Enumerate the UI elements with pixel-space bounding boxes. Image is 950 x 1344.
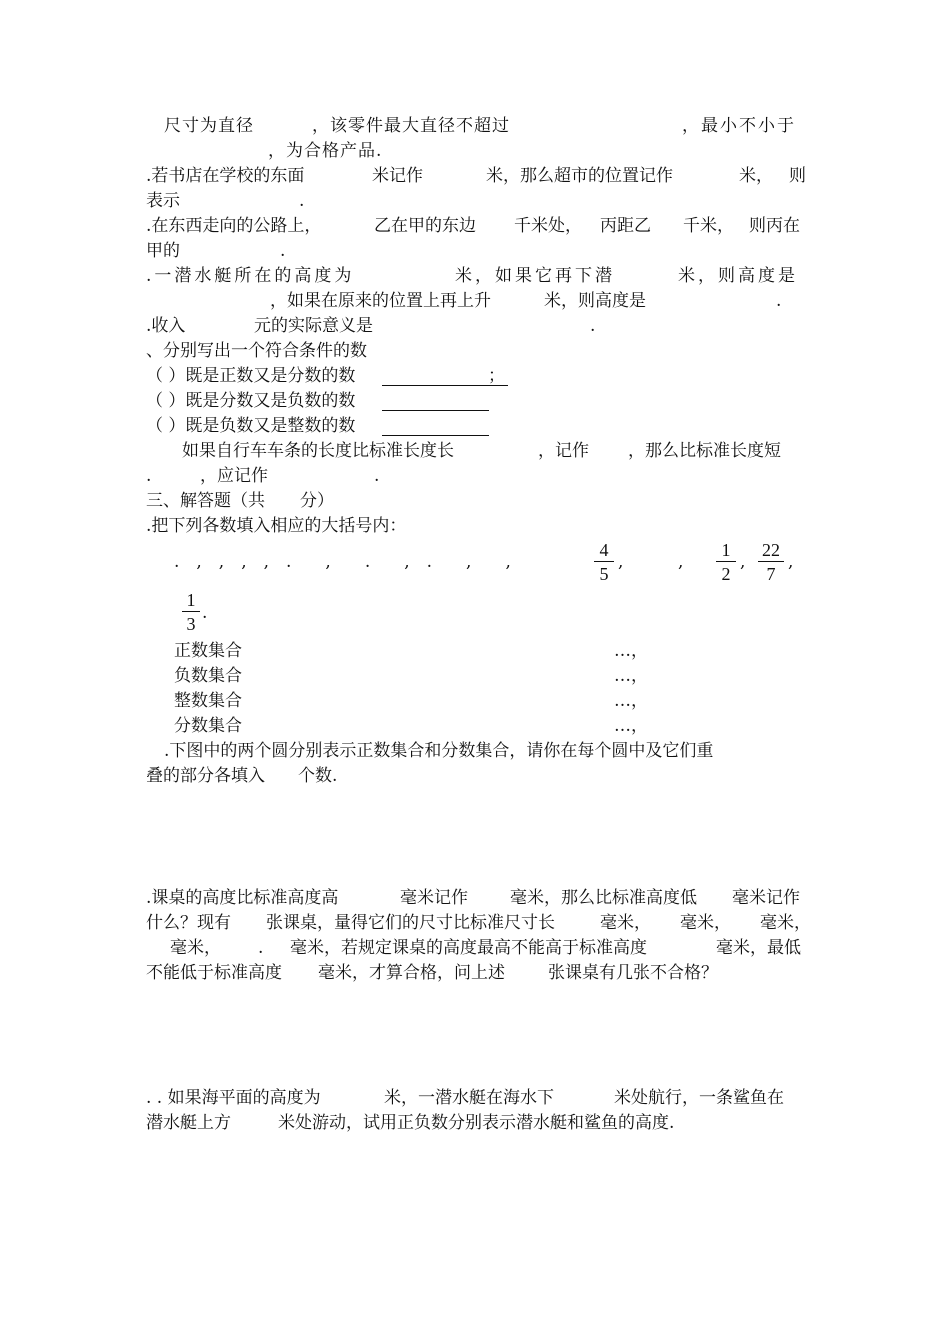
set-ellipsis: …， [614,641,648,661]
text-line: 、分别写出一个符合条件的数 [146,341,367,361]
text-line: .一潜水艇所在的高度为 [146,266,355,286]
text-line: ； [488,366,505,386]
fraction-bar [758,561,784,562]
fraction-bar [594,561,614,562]
text-line: , [618,552,624,572]
text-line: 如果自行车车条的长度比标准长度长 [182,441,454,461]
text-line: 毫米， [680,913,731,933]
text-line: . [374,466,380,486]
text-line: .把下列各数填入相应的大括号内： [146,516,407,536]
text-line: ，应记作 [200,466,268,486]
text-line: ，该零件最大直径不超过 [312,116,510,136]
text-line: 毫米， [600,913,651,933]
text-line: . [202,603,208,623]
fraction-numerator: 1 [721,540,731,560]
answer-blank[interactable] [382,435,489,436]
text-line: 米记作 [372,166,423,186]
fraction-numerator: 4 [599,540,609,560]
text-line: 毫米， [170,938,221,958]
text-line: 张课桌，量得它们的尺寸比标准尺寸长 [266,913,555,933]
text-line: 则丙在 [749,216,800,236]
text-line: 米处游动，试用正负数分别表示潜水艇和鲨鱼的高度. [278,1113,675,1133]
text-line: 米， [739,166,773,186]
set-label-positive: 正数集合 [174,641,242,661]
text-line: 什么？现有 [146,913,231,933]
text-line: 个数. [298,766,338,786]
text-line: 毫米，那么比标准高度低 [510,888,697,908]
fraction-bar [182,611,200,612]
text-line: 米，一潜水艇在海水下 [384,1088,554,1108]
set-ellipsis: …， [614,691,648,711]
text-line: ，那么比标准长度短 [628,441,781,461]
text-line: 毫米，才算合格，问上述 [318,963,505,983]
text-line: 毫米， [760,913,811,933]
text-line: 米，则高度是 [678,266,798,286]
fraction-1-3 [182,590,200,634]
text-line: 米，则高度是 [544,291,646,311]
set-label-integer: 整数集合 [174,691,242,711]
text-line: .在东西走向的公路上， [146,216,322,236]
text-line: 毫米，最低 [716,938,801,958]
text-line: 千米处， [514,216,582,236]
fraction-bar [716,561,736,562]
set-ellipsis: …， [614,716,648,736]
number-list: . , , , , . , . , . , , [174,552,511,572]
text-line: . [776,291,782,311]
text-line: , [740,552,746,572]
fraction-4-5 [594,540,614,584]
fraction-22-7 [758,540,784,584]
text-line: .收入 [146,316,186,336]
fraction-denominator: 3 [186,614,196,634]
text-line: . [258,938,264,958]
section-heading: 三、解答题（共 [146,491,265,511]
text-line: 千米， [683,216,734,236]
text-line: .若书店在学校的东面 [146,166,305,186]
text-line: 乙在甲的东边 [374,216,476,236]
text-line: 米处航行，一条鲨鱼在 [614,1088,784,1108]
text-line: 尺寸为直径 [164,116,254,136]
fraction-denominator: 7 [766,564,776,584]
text-line: . [280,241,286,261]
text-line: ，如果在原来的位置上再上升 [270,291,491,311]
text-line: 表示 [146,191,180,211]
answer-blank[interactable] [382,410,489,411]
set-ellipsis: …， [614,666,648,686]
fraction-denominator: 5 [599,564,609,584]
text-line: . [146,466,152,486]
text-line: 潜水艇上方 [146,1113,231,1133]
fraction-numerator: 22 [762,540,780,560]
text-line: 张课桌有几张不合格？ [548,963,718,983]
set-label-fraction: 分数集合 [174,716,242,736]
text-line: , [678,552,684,572]
fraction-denominator: 2 [721,564,731,584]
text-line: 则 [789,166,806,186]
text-line: 毫米记作 [732,888,800,908]
text-line: 丙距乙 [600,216,651,236]
text-line: . [590,316,596,336]
text-line: ，记作 [538,441,589,461]
text-line: 米，那么超市的位置记作 [486,166,673,186]
section-heading: 分） [300,491,334,511]
text-line: 不能低于标准高度 [146,963,282,983]
text-line: .课桌的高度比标准高度高 [146,888,339,908]
text-line: 毫米记作 [400,888,468,908]
text-line: （ ）既是负数又是整数的数 [146,416,356,436]
text-line: 米，如果它再下潜 [455,266,615,286]
set-label-negative: 负数集合 [174,666,242,686]
text-line: ，为合格产品. [268,141,383,161]
text-line: , [788,552,794,572]
text-line: （ ）既是正数又是分数的数 [146,366,356,386]
text-line: ，最小不小于 [682,116,796,136]
text-line: . . 如果海平面的高度为 [146,1088,321,1108]
text-line: 叠的部分各填入 [146,766,265,786]
text-line: （ ）既是分数又是负数的数 [146,391,356,411]
fraction-1-2 [716,540,736,584]
text-line: . [299,191,305,211]
fraction-numerator: 1 [186,590,196,610]
text-line: 毫米，若规定课桌的高度最高不能高于标准高度 [290,938,647,958]
text-line: .下图中的两个圆分别表示正数集合和分数集合，请你在每个圆中及它们重 [164,741,714,761]
text-line: 元的实际意义是 [254,316,373,336]
text-line: 甲的 [146,241,180,261]
